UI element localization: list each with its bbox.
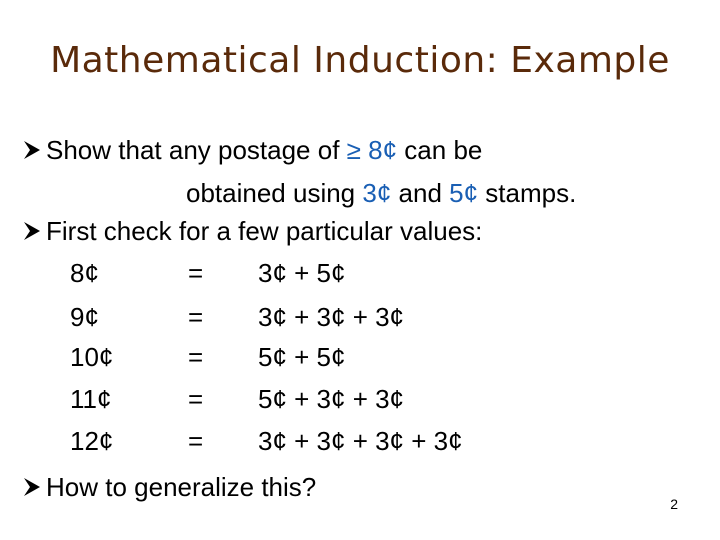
equation-row xyxy=(0,382,720,416)
row-rhs: 3¢ + 5¢ xyxy=(258,258,346,288)
slide-title: Mathematical Induction: Example xyxy=(50,40,670,81)
row-rhs: 3¢ + 3¢ + 3¢ xyxy=(258,302,405,332)
arrowhead-bullet-icon xyxy=(18,470,46,504)
row-equals: = xyxy=(188,384,204,414)
bullet1-text-post: can be xyxy=(397,135,483,165)
equation-row xyxy=(0,424,720,458)
row-rhs: 3¢ + 3¢ + 3¢ + 3¢ xyxy=(258,426,463,456)
continuation-pre: obtained using xyxy=(186,178,363,208)
bullet1-highlight: ≥ 8¢ xyxy=(346,135,398,165)
equation-row xyxy=(0,256,720,290)
row-equals: = xyxy=(188,426,204,456)
bullet1-text-pre: Show that any postage of xyxy=(46,135,347,165)
continuation-post: stamps. xyxy=(478,178,577,208)
row-equals: = xyxy=(188,258,204,288)
row-lhs: 11¢ xyxy=(70,384,112,414)
arrowhead-bullet-icon xyxy=(18,133,46,167)
row-equals: = xyxy=(188,302,204,332)
bullet3-text: How to generalize this? xyxy=(46,472,317,502)
equation-row xyxy=(0,340,720,374)
equation-row xyxy=(0,300,720,334)
row-rhs: 5¢ + 3¢ + 3¢ xyxy=(258,384,405,414)
continuation-highlight-3c: 3¢ xyxy=(362,178,392,208)
row-rhs: 5¢ + 5¢ xyxy=(258,342,346,372)
bullet2-text: First check for a few particular values: xyxy=(46,216,483,246)
bullet-first-check xyxy=(18,214,482,248)
arrowhead-bullet-icon xyxy=(18,214,46,248)
continuation-mid: and xyxy=(391,178,450,208)
bullet-generalize xyxy=(18,470,316,504)
row-equals: = xyxy=(188,342,204,372)
row-lhs: 8¢ xyxy=(70,258,99,288)
continuation-highlight-5c: 5¢ xyxy=(449,178,479,208)
bullet1-continuation xyxy=(186,176,576,210)
page-number: 2 xyxy=(670,496,678,512)
row-lhs: 10¢ xyxy=(70,342,114,372)
bullet-show-that xyxy=(18,133,482,167)
row-lhs: 9¢ xyxy=(70,302,99,332)
row-lhs: 12¢ xyxy=(70,426,114,456)
